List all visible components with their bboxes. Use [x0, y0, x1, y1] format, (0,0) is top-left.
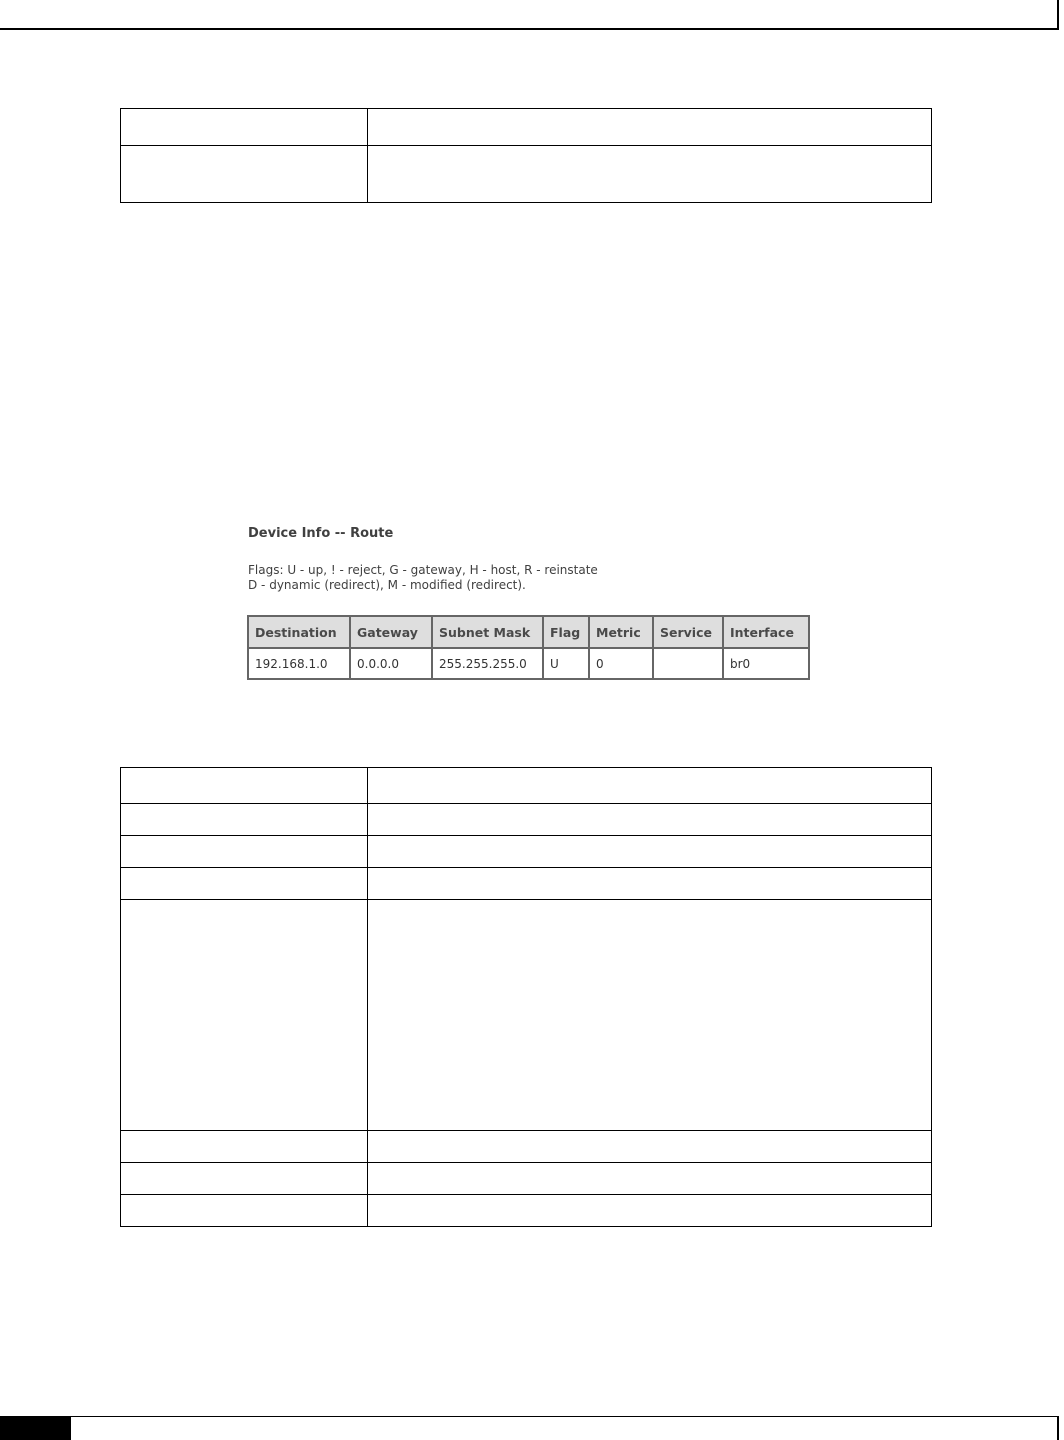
column-header-destination: Destination [248, 616, 350, 648]
table-cell [121, 1163, 368, 1195]
route-table-header-row [248, 616, 809, 648]
footer-edge-mark [1057, 1416, 1059, 1440]
table-row [121, 868, 932, 900]
table-cell [121, 768, 368, 804]
column-header-service: Service [653, 616, 723, 648]
table-row [121, 900, 932, 1131]
bottom-parameter-table [120, 767, 932, 1227]
table-row [121, 1131, 932, 1163]
column-header-subnet-mask: Subnet Mask [432, 616, 543, 648]
table-row [121, 146, 932, 203]
table-cell [121, 109, 368, 146]
table-row [121, 768, 932, 804]
flags-legend [248, 563, 598, 593]
table-cell [368, 868, 932, 900]
page-title: Device Info -- Route [248, 526, 394, 541]
column-header-metric: Metric [589, 616, 653, 648]
flags-legend-line: D - dynamic (redirect), M - modified (redirect). [248, 578, 526, 592]
cell-subnet-mask: 255.255.255.0 [432, 648, 543, 679]
table-cell [121, 146, 368, 203]
table-cell [368, 109, 932, 146]
table-row [121, 836, 932, 868]
cell-destination: 192.168.1.0 [248, 648, 350, 679]
table-row [121, 1163, 932, 1195]
header-edge-mark [1057, 0, 1059, 30]
footer-rule [0, 1416, 1059, 1417]
table-cell [121, 804, 368, 836]
cell-interface: br0 [723, 648, 809, 679]
table-cell [368, 1163, 932, 1195]
route-info-screenshot [247, 524, 817, 694]
table-cell [121, 868, 368, 900]
table-row [248, 648, 809, 679]
cell-flag: U [543, 648, 589, 679]
table-cell [368, 804, 932, 836]
cell-service [653, 648, 723, 679]
top-parameter-table [120, 108, 932, 203]
table-cell [121, 1131, 368, 1163]
route-table [247, 615, 810, 680]
column-header-flag: Flag [543, 616, 589, 648]
table-cell [368, 146, 932, 203]
cell-gateway: 0.0.0.0 [350, 648, 432, 679]
table-cell [368, 900, 932, 1131]
table-cell [368, 1195, 932, 1227]
flags-legend-line: Flags: U - up, ! - reject, G - gateway, H - host, R - reinstate [248, 563, 598, 577]
table-cell [368, 768, 932, 804]
table-cell [121, 900, 368, 1131]
page-number-tab [0, 1417, 71, 1440]
column-header-interface: Interface [723, 616, 809, 648]
table-row [121, 804, 932, 836]
table-row [121, 109, 932, 146]
header-rule [0, 28, 1059, 30]
table-cell [368, 836, 932, 868]
table-row [121, 1195, 932, 1227]
table-cell [368, 1131, 932, 1163]
column-header-gateway: Gateway [350, 616, 432, 648]
cell-metric: 0 [589, 648, 653, 679]
table-cell [121, 1195, 368, 1227]
table-cell [121, 836, 368, 868]
